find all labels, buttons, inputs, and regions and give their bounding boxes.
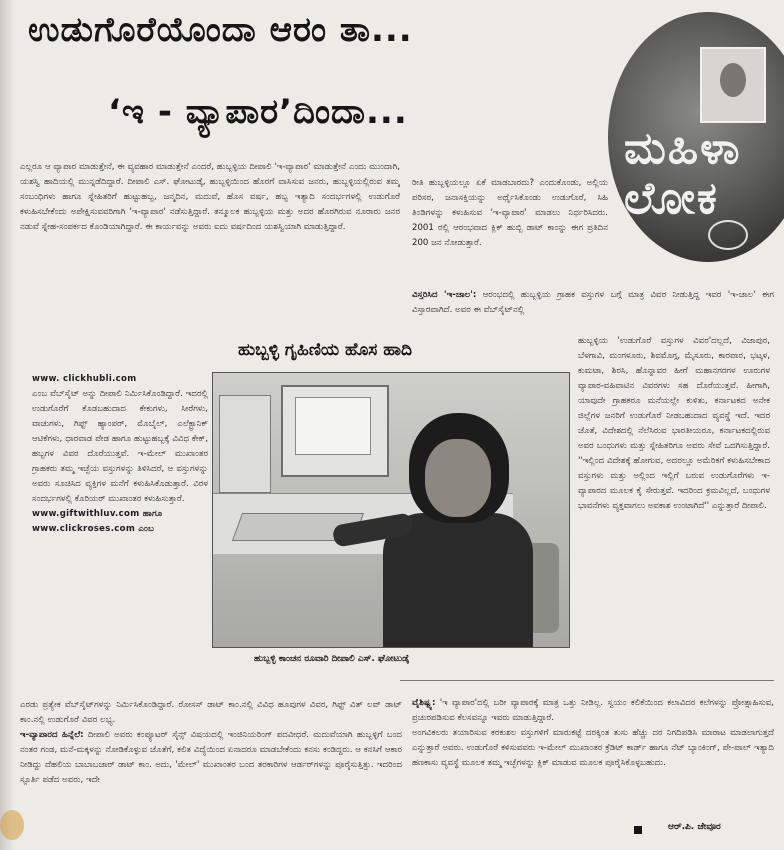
divider: [400, 680, 774, 681]
website-url-clickhubli: www. clickhubli.com: [32, 374, 137, 384]
bottom-right-text-1: 'ಇ ವ್ಯಾಪಾರ'ದಲ್ಲಿ ಬರೀ ವ್ಯಾಪಾರಕ್ಕೆ ಮಾತ್ರ ಒತ್ತು ನೀಡಿಲ್ಲ. ಸ್ವಯಂ ಕಲಿಕೆಯಿಂದ ಕಲಾವಿದರ ಕಲೆಗಳನ್ನು ಪ್ರೋತ್ಸಾಹಿಸುವ, ಪ್ರಚುರಪಡಿಸುವ ಕೆಲಸವನ್ನೂ ಇವರು ಮಾಡುತ್ತಿದ್ದಾರೆ.: [412, 698, 774, 723]
vistarane-text: ಆರಂಭದಲ್ಲಿ ಹುಬ್ಬಳ್ಳಿಯ ಗ್ರಾಹಕ ವಸ್ತುಗಳ ಬಗ್ಗೆ ಮಾತ್ರ ವಿವರ ನೀಡುತ್ತಿದ್ದ ಇವರ 'ಇ-ಜಾಲ' ಈಗ ವಿಸ್ತಾರವಾಗಿದೆ. ಅವರ ಈ ವೆಬ್‌ಸೈಟ್‌ನಲ್ಲಿ: [412, 290, 774, 315]
paper-stain: [0, 810, 24, 840]
website-url-giftwithluv: www.giftwithluv.com ಹಾಗೂ: [32, 509, 163, 519]
logo-text: ಮಹಿಳಾ ಲೋಕ: [624, 123, 742, 224]
headline-line-1: ಉಡುಗೊರೆಯೊಂದಾ ಆರಂ ತಾ...: [28, 10, 413, 50]
article-right-top-text: ರೀತಿ ಹುಬ್ಬಳ್ಳಿಯಲ್ಲೂ ಏಕೆ ಮಾಡಬಾರದು? ಎಂದುಕೊಂಡು, ಅಲ್ಲಿಯ ಪರಿಸರ, ಜನಾಸಕ್ತಿಯನ್ನು ಅರ್ಥೈಸಿಕೊಂಡು ಉಡುಗೊರೆ, ಸಿಹಿ ತಿಂಡಿಗಳನ್ನು ಕಳುಹಿಸುವ 'ಇ-ವ್ಯಾಪಾರ' ಮಾಡಲು ನಿರ್ಧರಿಸಿದರು. 2001 ರಲ್ಲಿ ಆರಂಭವಾದ ಕ್ಲಿಕ್ ಹುಬ್ಬಿ ಡಾಟ್ ಕಾಂನ್ನು ಈಗ ಪ್ರತಿದಿನ 200 ಜನ ನೋಡುತ್ತಾರೆ.: [412, 178, 608, 248]
section-label-vistarane: ವಿಸ್ತರಿಸಿದ 'ಇ-ಜಾಲ':: [412, 290, 477, 300]
bottom-left-text-1: ಎರಡು ಪ್ರತ್ಯೇಕ ವೆಬ್‌ಸೈಟ್‌ಗಳನ್ನು ನಿರ್ಮಿಸಿಕೊಂಡಿದ್ದಾರೆ. ರೋಸಸ್ ಡಾಟ್ ಕಾಂ.ನಲ್ಲಿ ವಿವಿಧ ಹೂವುಗಳ ವಿವರ, ಗಿಫ್ಟ್ ವಿತ್ ಲವ್ ಡಾಟ್ ಕಾಂ.ನಲ್ಲಿ ಉಡುಗೊರೆ ವಿವರ ಲಭ್ಯ.: [20, 700, 402, 725]
article-intro: [20, 160, 400, 365]
right-strip-text: ಹುಬ್ಬಳ್ಳಿಯ 'ಉಡುಗೊರೆ ವಸ್ತುಗಳ ವಿವರ'ದಲ್ಲದೆ, ವಿಜಾಪುರ, ಬೆಳಗಾವಿ, ಮಂಗಳೂರು, ಶಿವಮೊಗ್ಗ, ಮೈಸೂರು, ಕಾರವಾರ, ಭಟ್ಕಳ, ಕುಮಟಾ, ಶಿರಸಿ, ಹೊನ್ನಾವರ ಹೀಗೆ ಮಹಾನಗರಗಳ ಊರುಗಳ ವ್ಯಾಪಾರ-ವಹಿವಾಟಿನ ವಿವರಗಳು ಸಹ ದೊರೆಯುತ್ತವೆ. ಹೀಗಾಗಿ, ಯಾವುದೇ ಗ್ರಾಹಕರೂ ಮನೆಯಲ್ಲೇ ಕುಳಿತು, ಕರ್ನಾಟಕದ ಅನೇಕ ಜಿಲ್ಲೆಗಳ ಜನರಿಗೆ ಉಡುಗೊರೆ ನೀಡಬಹುದಾದ ವ್ಯವಸ್ಥೆ ಇದೆ. ಇದರ ಜೊತೆ, ವಿದೇಶದಲ್ಲಿ ನೆಲೆಸಿರುವ ಭಾರತೀಯರೂ, ಕರ್ನಾಟಕದಲ್ಲಿರುವ ಅವರ ಬಂಧುಗಳು ಮತ್ತು ಸ್ನೇಹಿತರಿಗೂ ಅವರು ಸೇವೆ ಒದಗಿಸುತ್ತಿದ್ದಾರೆ. ''ಇಲ್ಲಿಂದ ವಿದೇಶಕ್ಕೆ ಹೋಗುವ, ಅದರಲ್ಲೂ ಅಮೆರಿಕಗೆ ಕಳುಹಿಸಬೇಕಾದ ವಸ್ತುಗಳು ಮತ್ತು ಅಲ್ಲಿಂದ ಇಲ್ಲಿಗೆ ಬರುವ ಉಡುಗೊರೆಗಳು ಇ-ವ್ಯಾಪಾರದ ಮೂಲಕ ಕೈ ಸೇರುತ್ತವೆ. ಇದರಿಂದ ಕ್ರಮವಿಲ್ಲದೆ, ಬಂಧುಗಳ ಭಾವನೆಗಳು ವ್ಯಕ್ತವಾಗಲು ಅವಕಾಶ ಉಂಟಾಗಿದೆ'' ಎನ್ನುತ್ತಾರೆ ದೀಪಾಲಿ.: [578, 336, 770, 511]
bottom-left-text-2: ದೀಪಾಲಿ ಅವರು ಕಂಪ್ಯೂಟರ್ ಸೈನ್ಸ್ ವಿಷಯದಲ್ಲಿ ಇಂಜಿನಿಯರಿಂಗ್ ಪದವೀಧರೆ. ಮದುವೆಯಾಗಿ ಹುಬ್ಬಳ್ಳಿಗೆ ಬಂದ ನಂತರ ಗಂಡ, ಮನೆ-ಮಕ್ಕಳನ್ನು ನೋಡಿಕೊಳ್ಳುವ ಜೊತೆಗೆ, ಕಲಿತ ವಿದ್ಯೆಯಿಂದ ಏನಾದರೂ ಮಾಡಬೇಕೆಂದು ಕನಸು ಕಂಡಿದ್ದರು. ಆ ಕನಸಿಗೆ ಆಕಾರ ನೀಡಿದ್ದು ದೆಹಲಿಯ ಬಾಬಾಬಜಾರ್ ಡಾಟ್ ಕಾಂ. ಅದು, 'ಮೇಲ್' ಮುಖಾಂತರ ಬಂದ ತರಕಾರಿಗಳ ಆರ್ಡರ್‌ಗಳನ್ನು ಪೂರೈಸುತ್ತಿತ್ತು. ಇದರಿಂದ ಸ್ಪೂರ್ತಿ ಪಡೆದ ಅವರು, ಇದೇ: [20, 730, 402, 785]
left-strip-text: ಎಂಬ ವೆಬ್‌ಸೈಟ್ ಅನ್ನು ದೀಪಾಲಿ ನಿರ್ಮಿಸಿಕೊಂಡಿದ್ದಾರೆ. ಇದರಲ್ಲಿ ಉಡುಗೊರೆಗೆ ಕೊಡಬಹುದಾದ ಕೇಕುಗಳು, ಸೀರೆಗಳು, ವಾಚುಗಳು, ಗಿಫ್ಟ್ ಹ್ಯಾಂಪರ್, ಮೊಬೈಲ್, ಎಲೆಕ್ಟ್ರಾನಿಕ್ ಆಟಿಕೆಗಳು, ಧಾರವಾಡ ಪೇಡ ಹಾಗೂ ಹುಟ್ಟುಹಬ್ಬಕ್ಕೆ ವಿವಿಧ ಕೇಕ್, ಹಬ್ಬಗಳ ವಿವರ ದೊರೆಯುತ್ತವೆ. ಇ-ಮೇಲ್ ಮುಖಾಂತರ ಗ್ರಾಹಕರು ತಮ್ಮ ಇಚ್ಛೆಯ ವಸ್ತುಗಳನ್ನು ತಿಳಿಸಿದರೆ, ಆ ವಸ್ತುಗಳನ್ನು ಅವರು ಸೂಚಿಸಿದ ವ್ಯಕ್ತಿಗಳ ಮನೆಗೆ ಕಳುಹಿಸಿಕೊಡುತ್ತಾರೆ. ವಿರಳ ಸಂದರ್ಭಗಳಲ್ಲಿ ಕೊರಿಯರ್ ಮುಖಾಂತರ ಕಳುಹಿಸುತ್ತಾರೆ.: [32, 389, 208, 504]
byline: ಆರ್.ಪಿ. ಜೇವೂರ: [668, 822, 721, 832]
mahila-loka-logo: [608, 12, 784, 262]
article-column-right-top: [412, 176, 608, 286]
section-label-feature: ವೈಶಿಷ್ಟ್ಯ:: [412, 698, 436, 708]
article-left-strip: [32, 372, 208, 710]
photo-caption: ಹುಬ್ಬಳ್ಳಿ ಕಾಂಚನ ರೂವಾರಿ ದೀಪಾಲಿ ಎಸ್. ಘೋಟುಡ್ಕೆ: [254, 654, 410, 664]
computer-cabinet: [219, 395, 271, 493]
headline-line-2: ‘ಇ - ವ್ಯಾಪಾರ’ದಿಂದಾ...: [108, 92, 408, 132]
article-photo: [212, 372, 570, 648]
article-right-strip: [578, 334, 770, 690]
page-edge-shadow: [0, 0, 14, 850]
byline-square-icon: [634, 826, 642, 834]
bottom-right-text-2: ಅಂಗವಿಕಲರು ತಯಾರಿಸುವ ಕರಕುಶಲ ವಸ್ತುಗಳಿಗೆ ಮಾರುಕಟ್ಟೆ ದರಕ್ಕಿಂತ ತುಸು ಹೆಚ್ಚು ದರ ನಿಗದಿಪಡಿಸಿ ಮಾರಾಟ ಮಾಡಲಾಗುತ್ತದೆ ಎನ್ನುತ್ತಾರೆ ಅವರು. ಉಡುಗೊರೆ ಕಳಿಸುವವರು ಇ-ಮೇಲ್ ಮುಖಾಂತರ ಕ್ರೆಡಿಟ್ ಕಾರ್ಡ್ ಹಾಗೂ ನೆಟ್ ಬ್ಯಾಂಕಿಂಗ್, ಪೇ-ಪಾಲ್ ಇತ್ಯಾದಿ ಹಣಕಾಸು ವ್ಯವಸ್ಥೆ ಮೂಲಕ ತಮ್ಮ ಇಚ್ಛೆಗಳನ್ನು ಕ್ಲಿಕ್ ಮಾಡುವ ಮೂಲಕ ಪೂರೈಸಿಕೊಳ್ಳಬಹುದು.: [412, 728, 774, 768]
article-vistarane: [412, 288, 774, 330]
section-label-background: ಇ-ವ್ಯಾಪಾರದ ಹಿನ್ನೆಲೆ:: [20, 730, 84, 740]
article-intro-text: ಎಲ್ಲರೂ ಆ ವ್ಯಾಪಾರ ಮಾಡುತ್ತೇನೆ, ಈ ವ್ಯವಹಾರ ಮಾಡುತ್ತೇನೆ ಎಂದರೆ, ಹುಬ್ಬಳ್ಳಿಯ ದೀಪಾಲಿ 'ಇ-ವ್ಯಾಪಾರ' ಮಾಡುತ್ತೇನೆ ಎಂದು ಮುಂದಾಗಿ, ಯಶಸ್ವಿ ಹಾದಿಯಲ್ಲಿ ಮುನ್ನಡೆದಿದ್ದಾರೆ. ದೀಪಾಲಿ ಎಸ್. ಘೋಟುಡ್ಕೆ, ಹುಬ್ಬಳ್ಳಿಯಿಂದ ಹೊರಗೆ ವಾಸಿಸುವ ಜನರು, ಹುಬ್ಬಳ್ಳಿಯಲ್ಲಿರುವ ತಮ್ಮ ಸಂಬಂಧಿಗಳು ಹಾಗೂ ಸ್ನೇಹಿತರಿಗೆ ಹುಟ್ಟುಹಬ್ಬ, ಜನ್ಮದಿನ, ಮದುವೆ, ಹೊಸ ವರ್ಷ, ಹಬ್ಬ ಇತ್ಯಾದಿ ಸಂದರ್ಭಗಳಲ್ಲಿ ಉಡುಗೊರೆ ಕಳುಹಿಸಬೇಕೆಂದು ಅಪೇಕ್ಷಿಸುವವರಿಗಾಗಿ 'ಇ-ವ್ಯಾಪಾರ' ನಡೆಸುತ್ತಿದ್ದಾರೆ. ತನ್ಮೂಲಕ ಹುಬ್ಬಳ್ಳಿಯ ಮತ್ತು ಅದರ ಹೊರಗಿರುವ ನೂರಾರು ಜನರ ನಡುವೆ ಸ್ನೇಹ-ಸಂಪರ್ಕದ ಕೊಂಡಿಯಾಗಿದ್ದಾರೆ. ಈ ಕಾರ್ಯವನ್ನು ಅವರು ಐದು ವರ್ಷದಿಂದ ಯಶಸ್ವಿಯಾಗಿ ಮಾಡುತ್ತಿದ್ದಾರೆ.: [20, 162, 400, 232]
article-bottom-right: [412, 696, 774, 816]
website-url-clickroses: www.clickroses.com ಎಂಬ: [32, 524, 155, 534]
ornament-icon: [708, 220, 748, 250]
subheadline: ಹುಬ್ಬಳ್ಳಿ ಗೃಹಿಣಿಯ ಹೊಸ ಹಾದಿ: [238, 340, 413, 360]
logo-portrait: [700, 47, 766, 123]
article-bottom-left: [20, 698, 402, 838]
